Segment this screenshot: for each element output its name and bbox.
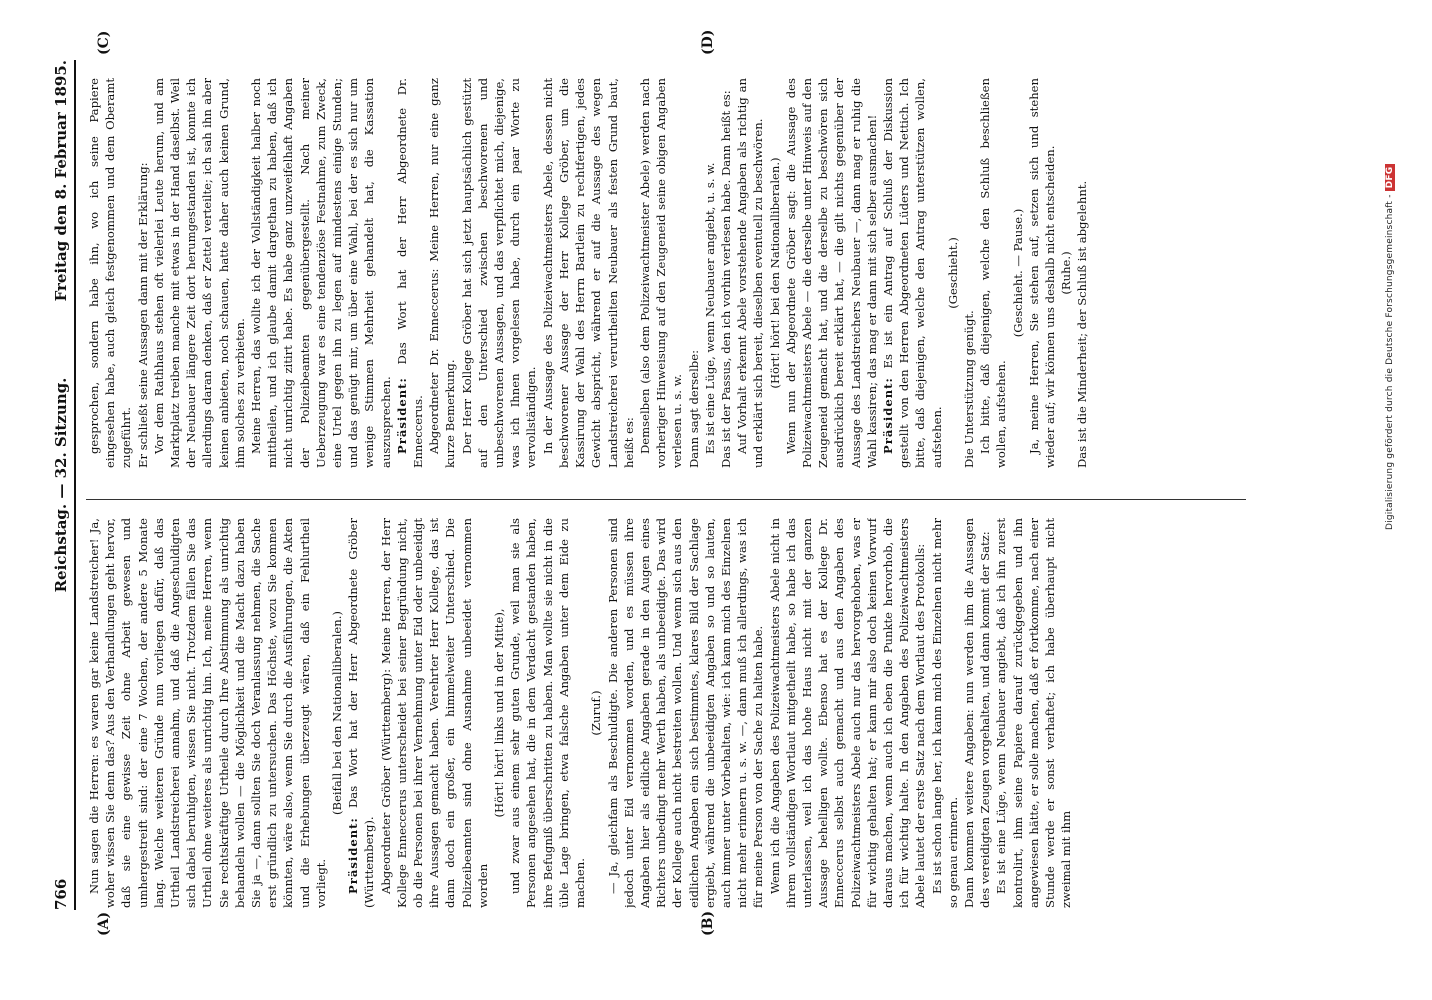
paragraph: Es ist eine Lüge, wenn Neubauer angiebt, daß ich ihn zuerst kontrolirt, ihm seine Papiere darauf zurückgegeben und ihn angewiesen hätte, er solle machen, daß er fortkomme, nach einer Stunde werde er sonst verhaftet; ich habe überhaupt nicht zweimal mit ihm <box>994 518 1074 908</box>
paragraph: Das ist die Minderheit; der Schluß ist abgelehnt. <box>1075 180 1090 468</box>
session-title: Reichstag. — 32. Sitzung. <box>52 377 70 593</box>
paragraph: Der Herr Kollege Gröber hat sich jetzt hauptsächlich gestützt auf den Unterschied zwischen beschworenen und unbeschworenen Aussagen, und das verpflichtet mich, diejenige, was ich Ihnen vorgelesen habe, durch ein paar Worte zu vervollständigen. <box>459 78 539 468</box>
paragraph-text: Das Wort hat der Herr Abgeordnete Dr. Enneccerus. <box>394 78 426 468</box>
speaker-label: Präsident: <box>394 377 409 454</box>
left-text-column <box>86 518 1246 908</box>
paragraph: In der Aussage des Polizeiwachtmeisters Abele, dessen nicht beschworener Aussage der Herr Kollege Gröber, um die Kassirung der Wahl des Herrn Bartlein zu rechtfertigen, jedes Gewicht abspricht, während er auf die Aussage des wegen Landstreicherei verurtheilten Neubauer als festen Grund baut, heißt es: <box>540 78 636 468</box>
paragraph: Dann sagt derselbe: <box>686 350 701 468</box>
paragraph: (Hört! hört! bei den Nationalliberalen.) <box>767 157 782 389</box>
paragraph: Meine Herren, das wollte ich der Vollständigkeit halber noch mittheilen, und ich glaube damit dargethan zu haben, daß ich nicht unrichtig zitirt habe. Es habe ganz unzweifelhaft Angaben der Polizeibeamten gegenübergestellt. Nach meiner Ueberzeugung war es eine tendenziöse Festnahme, zum Zweck, eine Urtel gegen ihn zu legen auf mindestens einige Stunden; und das genügt mir, um über eine Wahl, bei der es sich nur um wenige Stimmen Mehrheit gehandelt hat, die Kassation auszusprechen. <box>249 78 393 468</box>
dfg-logo: DFG <box>1385 164 1395 192</box>
paragraph: Nun sagen die Herren: es waren gar keine Landstreicher! Ja, woher wissen Sie denn das? Aus den Verhandlungen geht hervor, daß sie eine gewisse Zeit ohne Arbeit gewesen und umhergestreift sind: der eine 7 Wochen, der andere 5 Monate lang. Welche weiteren Gründe nun vorliegen dafür, daß das Urtheil Landstreicherei annahm, und daß die Angeschuldigten sich dabei beruhigten, wissen Sie nicht. Trotzdem fällen Sie das Urtheil ohne weiteres als unrichtig hin. Ich, meine Herren, wenn Sie rechtskräftige Urtheile durch Ihre Abstimmung als unrichtig behandeln wollen — die Möglichkeit und die Macht dazu haben Sie ja —, dann sollten Sie doch Veranlassung nehmen, die Sache erst gründlich zu untersuchen. Das Höchste, wozu Sie kommen könnten, wäre also, wenn Sie durch die Ausführungen, die Akten und die Erhebungen überzeugt wären, daß ein Fehlurtheil vorliegt. <box>87 518 328 908</box>
right-text-column <box>86 78 1246 468</box>
paragraph: und zwar aus einem sehr guten Grunde, weil man sie als Personen angesehen hat, die in dem Verdacht gestanden haben, ihre Befugniß überschritten zu haben. Man wollte sie nicht in die üble Lage bringen, etwa falsche Angaben unter dem Eide zu machen. <box>508 518 588 908</box>
paragraph: Vor dem Rathhaus stehen oft vielerlei Leute herum, und am Marktplatz treiben manche mit etwas in der Hand daselbst. Weil der Neubauer längere Zeit dort herumgestanden ist, konnte ich allerdings daran denken, daß er Zettel verteilte; ich sah ihn aber keinen anbieten, noch schauen, hatte daher auch keinen Grund, ihm solches zu verbieten. <box>151 78 247 468</box>
paragraph: (Geschieht.) <box>945 237 960 309</box>
page-number: 766 <box>52 878 70 910</box>
paragraph: Es ist eine Lüge, wenn Neubauer angiebt, u. s. w. <box>702 162 717 454</box>
paragraph-text: Das Wort hat der Herr Abgeordnete Gröber (Württemberg). <box>346 518 377 908</box>
margin-marker-a: (A) <box>96 911 112 936</box>
paragraph: Wenn nun der Abgeordnete Gröber sagt: die Aussage des Polizeiwachtmeisters Abele — die derselbe unter Hinweis auf den Zeugeneid gemacht hat, und die derselbe zu beschwören sich ausdrücklich bereit erklärt hat, — die gilt nichts gegenüber der Aussage des Landstreichers Neubauer —, dann mag er ruhig die Wahl kassiren; das mag er dann mit sich selber ausmachen! <box>783 78 879 468</box>
paragraph: Die Unterstützung genügt. <box>961 310 976 468</box>
paragraph: Es ist schon lange her, ich kann mich des Einzelnen nicht mehr so genau erinnern. <box>929 518 960 908</box>
session-date: Freitag den 8. Februar 1895. <box>52 60 70 302</box>
speaker-label: Präsident: <box>346 817 361 894</box>
paragraph: gesprochen, sondern habe ihn, wo ich seine Papiere eingesehen habe, auch gleich festgenommen und dem Oberamt zugeführt. <box>87 78 134 468</box>
paragraph <box>394 78 426 468</box>
paragraph: Abgeordneter Gröber (Württemberg): Meine Herren, der Herr Kollege Enneccerus unterscheidet bei seiner Begründung nicht, ob die Personen bei ihrer Vernehmung unter Eid oder unbeeidigt ihre Aussagen gemacht haben. Verehrter Herr Kollege, das ist dann doch ein großer, ein himmelweiter Unterschied. Die Polizeibeamten sind ohne Ausnahme unbeeidet vernommen worden <box>378 518 490 908</box>
credit-text: Digitalisierung gefördert durch die Deutsche Forschungsgemeinschaft - <box>1385 194 1395 530</box>
margin-marker-b: (B) <box>700 910 716 936</box>
paragraph-text: Es ist ein Antrag auf Schluß der Diskussion gestellt von den Herren Abgeordneten Lüders und Nettich. Ich bitte, daß diejenigen, welche den Antrag unterstützen wollen, aufstehen. <box>880 78 944 468</box>
paragraph <box>345 518 377 908</box>
page-header <box>50 60 76 910</box>
paragraph: Ja, meine Herren, Sie stehen auf, setzen sich und stehen wieder auf; wir können uns deshalb nicht entscheiden. <box>1026 78 1057 468</box>
margin-marker-d: (D) <box>700 29 716 55</box>
paragraph: Dann kommen weitere Angaben: nun werden ihm die Aussagen des vereidigten Zeugen vorgehalten, und dann kommt der Satz: <box>961 518 993 908</box>
paragraph: Das ist der Passus, den ich vorhin verlesen habe. Dann heißt es: <box>718 90 733 468</box>
paragraph: Wenn ich die Angaben des Polizeiwachtmeisters Abele nicht in ihrem vollständigen Wortlaut mitgetheilt habe, so habe ich das unterlassen, weil ich das hohe Haus nicht mit der ganzen Aussage behelligen wollte. Ebenso hat es der Kollege Dr. Enneccerus selbst auch gemacht und aus den Angaben des Polizeiwachtmeisters Abele auch nur das hervorgehoben, was er für wichtig gehalten hat; er kann mir also doch keinen Vorwurf daraus machen, wenn auch ich eben die Punkte hervorhob, die ich für wichtig halte. In den Angaben des Polizeiwachtmeisters Abele lautet der erste Satz nach dem Wortlaut des Protokolls: <box>767 518 928 908</box>
paragraph: (Geschieht. — Pause.) <box>1010 208 1025 338</box>
paragraph: Er schließt seine Aussagen dann mit der Erklärung: <box>135 162 150 468</box>
margin-marker-c: (C) <box>96 30 112 55</box>
paragraph: Auf Vorhalt erkennt Abele vorstehende Angaben als richtig an und erklärt sich bereit, dieselben eventuell zu beschwören. <box>735 78 766 468</box>
paragraph: (Ruhe.) <box>1059 251 1074 295</box>
paragraph: (Hört! hört! links und in der Mitte), <box>492 608 507 818</box>
paragraph: — Ja, gleichfam als Beschuldigte. Die anderen Personen sind jedoch unter Eid vernommen worden, und es müssen ihre Angaben hier als eidliche Angaben gerade in den Augen eines Richters unbedingt mehr Werth haben, als unbeeidigte. Das wird der Kollege auch nicht bestreiten wollen. Und wenn sich aus den eidlichen Angaben ein sich bestimmtes, klares Bild der Sachlage ergiebt, während die unbeeidigten Angaben so und so lauten, auch immer unter Vorbehalten, wie: ich kann mich des Einzelnen nicht mehr erinnern u. s. w. —, dann muß ich allerdings, was ich für meine Person von der Sache zu halten habe. <box>605 518 766 908</box>
column-divider <box>86 499 1246 500</box>
paragraph: Ich bitte, daß diejenigen, welche den Schluß beschließen wollen, aufstehen. <box>978 78 1009 468</box>
digitization-credit <box>1385 164 1395 530</box>
paragraph: (Zuruf.) <box>589 690 604 736</box>
paragraph: Abgeordneter Dr. Enneccerus: Meine Herren, nur eine ganz kurze Bemerkung. <box>427 78 458 468</box>
paragraph <box>880 78 945 468</box>
paragraph: (Beifall bei den Nationalliberalen.) <box>330 611 345 815</box>
speaker-label: Präsident: <box>880 377 895 454</box>
paragraph: Demselben (also dem Polizeiwachtmeister Abele) werden nach vorheriger Hinweisung auf den Zeugeneid seine obigen Angaben verlesen u. s. w. <box>637 78 685 468</box>
